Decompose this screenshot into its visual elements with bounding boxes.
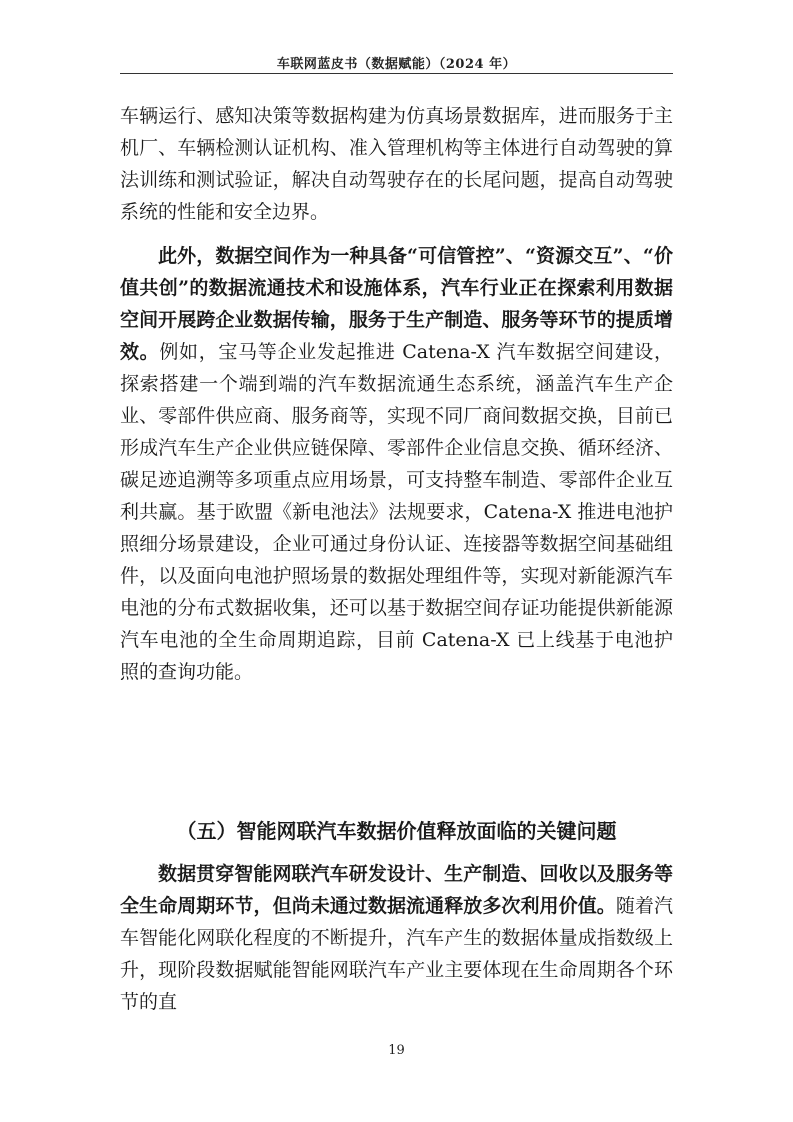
page-number: 19 xyxy=(388,1043,405,1058)
paragraph-continuation: 车辆运行、感知决策等数据构建为仿真场景数据库，进而服务于主机厂、车辆检测认证机构、准入管理机构等主体进行自动驾驶的算法训练和测试验证，解决自动驾驶存在的长尾问题，提高自动驾驶系统的性能和安全边界。 xyxy=(120,105,673,223)
paragraph-key-issues xyxy=(120,858,673,1018)
paragraph-body: 例如，宝马等企业发起推进 Catena-X 汽车数据空间建设，探索搭建一个端到端的汽车数据流通生态系统，涵盖汽车生产企业、零部件供应商、服务商等，实现不同厂商间数据交换，目前已形成汽车生产企业供应链保障、零部件企业信息交换、循环经济、碳足迹追溯等多项重点应用场景，可支持整车制造、零部件企业互利共赢。基于欧盟《新电池法》法规要求，Catena-X 推进电池护照细分场景建设，企业可通过身份认证、连接器等数据空间基础组件，以及面向电池护照场景的数据处理组件等，实现对新能源汽车电池的分布式数据收集，还可以基于数据空间存证功能提供新能源汽车电池的全生命周期追踪，目前 Catena-X 已上线基于电池护照的查询功能。 xyxy=(120,341,673,683)
paragraph-data-space xyxy=(120,240,673,688)
body-text-upper xyxy=(120,100,673,688)
body-text-lower xyxy=(120,858,673,1018)
paragraph-lead-bold: 此外，数据空间作为一种具备“可信管控”、“资源交互”、“价值共创”的数据流通技术和设施体系，汽车行业正在探索利用数据空间开展跨企业数据传输，服务于生产制造、服务等环节的提质增效。 xyxy=(120,245,673,363)
paragraph-lead-bold: 数据贯穿智能网联汽车研发设计、生产制造、回收以及服务等全生命周期环节，但尚未通过数据流通释放多次利用价值。 xyxy=(120,863,673,917)
section-heading: （五）智能网联汽车数据价值释放面临的关键问题 xyxy=(176,819,617,843)
paragraph-body: 随着汽车智能化网联化程度的不断提升，汽车产生的数据体量成指数级上升，现阶段数据赋能智能网联汽车产业主要体现在生命周期各个环节的直 xyxy=(120,895,673,1013)
header-divider xyxy=(120,73,673,74)
running-header: 车联网蓝皮书（数据赋能）（2024 年） xyxy=(276,57,517,72)
